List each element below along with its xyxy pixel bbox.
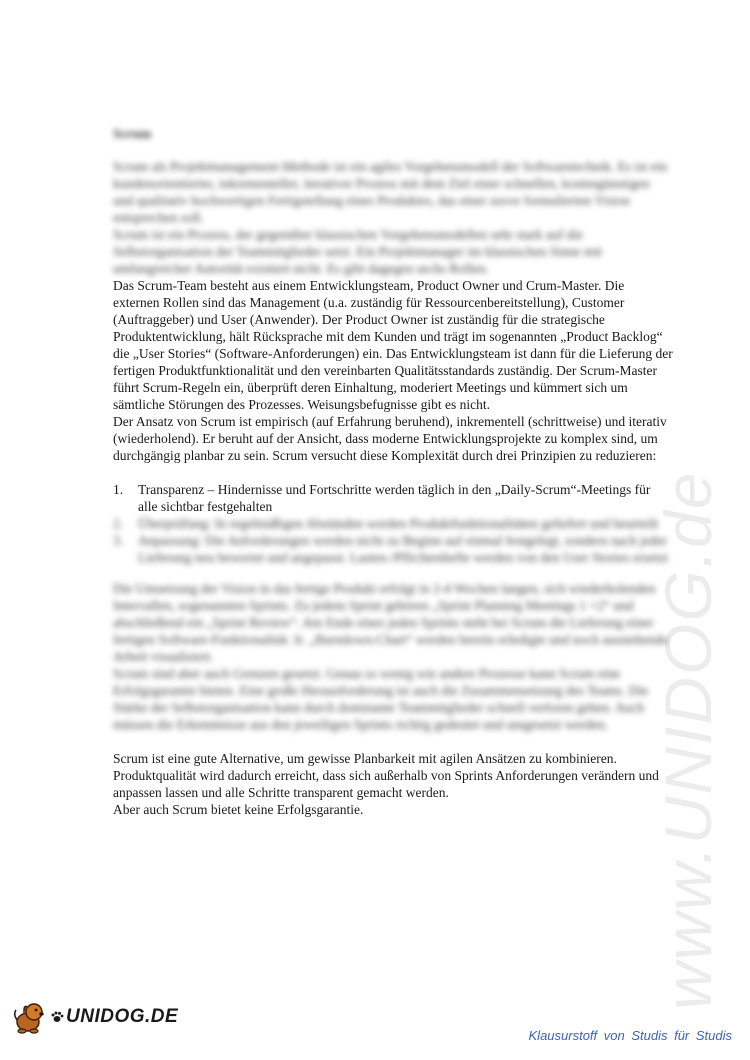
conclusion-paragraph: Scrum ist eine gute Alternative, um gewisse Planbarkeit mit agilen Ansätzen zu kombinieren. Produktqualität wird dadurch erreicht, dass sich außerhalb von Sprints Anforderungen verändern und anpassen lassen und alle Schritte transparent gemacht werden. <box>113 751 659 800</box>
principle-text: Transparenz – Hindernisse und Fortschritte werden täglich in den „Daily-Scrum“-Meetings für alle sichtbar festgehalten <box>138 482 651 514</box>
principle-item-2 <box>113 515 673 532</box>
approach-paragraph: Der Ansatz von Scrum ist empirisch (auf Erfahrung beruhend), inkrementell (schrittweise) und iterativ (wiederholend). Er beruht auf der Ansicht, dass moderne Entwicklungsprojekte zu komplex sind, um durchgängig planbar zu sein. Scrum versucht diese Komplexität durch drei Prinzipien zu reduzieren: <box>113 414 667 463</box>
paragraph-gap <box>113 733 673 750</box>
principle-text: Überprüfung: In regelmäßigen Abständen werden Produktfunktionalitäten geliefert und beurteilt <box>138 516 659 531</box>
list-number: 2. <box>113 516 124 531</box>
list-number: 3. <box>113 533 124 548</box>
principle-item-1 <box>113 481 673 515</box>
principles-list <box>113 481 673 566</box>
intro-paragraph-2: Scrum ist ein Prozess, der gegenüber klassischen Vorgehensmodellen sehr stark auf die Selbstorganisation der Teammitglieder setzt. Ein Projektmanager im klassischen Sinne mit umfangreicher Autorität existiert nicht. Es gibt dagegen sechs Rollen. <box>113 227 602 276</box>
intro-paragraph-1: Scrum als Projektmanagement-Methode ist ein agiles Vorgehensmodell der Softwaretechnik. Es ist ein kundenorientierter, inkrementeller, iterativer Prozess mit dem Ziel einer schnellen, kostengünstigen und qualitativ hochwertigen Fertigstellung eines Produktes, das einer zuvor formulierten Vision entsprechen soll. <box>113 159 668 225</box>
limits-paragraph: Scrum sind aber auch Grenzen gesetzt. Genau so wenig wie andere Prozesse kann Scrum eine Erfolgsgarantie bieten. Eine große Herausforderung ist auch die Zusammensetzung des Teams. Die Stärke der Selbstorganisation kann durch dominante Teammitglieder schnell verloren gehen. Auch müssen die Erkenntnisse aus den jeweiligen Sprints richtig gedeutet und umgesetzt werden. <box>113 666 649 732</box>
closing-line: Aber auch Scrum bietet keine Erfolgsgarantie. <box>113 802 364 817</box>
document-title: Scrum <box>113 126 152 141</box>
document-content <box>113 125 673 818</box>
sprint-paragraph: Die Umsetzung der Vision in das fertige Produkt erfolgt in 2-4 Wochen langen, sich wiederholenden Intervallen, sogenannten Sprints. Zu jedem Sprint gehören „Sprint Planning Meetings 1 +2“ und abschließend ein „Sprint Review“. Am Ende eines jeden Sprints steht bei Scrum die Lieferung einer fertigen Software-Funktionalität. Ir. „Burndown-Chart“ werden bereits erledigte und noch ausstehende Arbeit visualisiert. <box>113 581 668 664</box>
footer-slogan: Klausurstoff von Studis für Studis <box>528 1028 732 1043</box>
list-number: 1. <box>113 482 124 497</box>
dog-mascot-icon <box>12 1000 48 1034</box>
team-paragraph: Das Scrum-Team besteht aus einem Entwicklungsteam, Product Owner und Crum-Master. Die externen Rollen sind das Management (u.a. zuständig für Ressourcenbereitstellung), Customer (Auftraggeber) und User (Anwender). Der Product Owner ist zuständig für die strategische Produktentwicklung, hält Rücksprache mit dem Kunden und trägt im sogenannten „Product Backlog“ die „User Stories“ (Software-Anforderungen) ein. Das Entwicklungsteam ist dann für die Lieferung der fertigen Produktfunktionalität und den vereinbarten Qualitätsstandards zuständig. Der Scrum-Master führt Scrum-Regeln ein, überprüft deren Einhaltung, moderiert Meetings und kümmert sich um sämtliche Störungen des Prozesses. Weisungsbefugnisse gibt es nicht. <box>113 278 673 412</box>
principle-item-3 <box>113 532 673 566</box>
paw-icon <box>50 1010 64 1024</box>
footer-logo <box>12 1000 178 1034</box>
principle-text: Anpassung: Die Anforderungen werden nicht zu Beginn auf einmal festgelegt, sondern nach jeder Lieferung neu bewertet und angepasst. Lasten-/Pflichtenhefte werden von den User Stories ersetzt <box>138 533 669 565</box>
logo-wordmark: UNIDOG.DE <box>66 1006 179 1027</box>
watermark-text: www.UNIDOG.de <box>651 470 725 1010</box>
